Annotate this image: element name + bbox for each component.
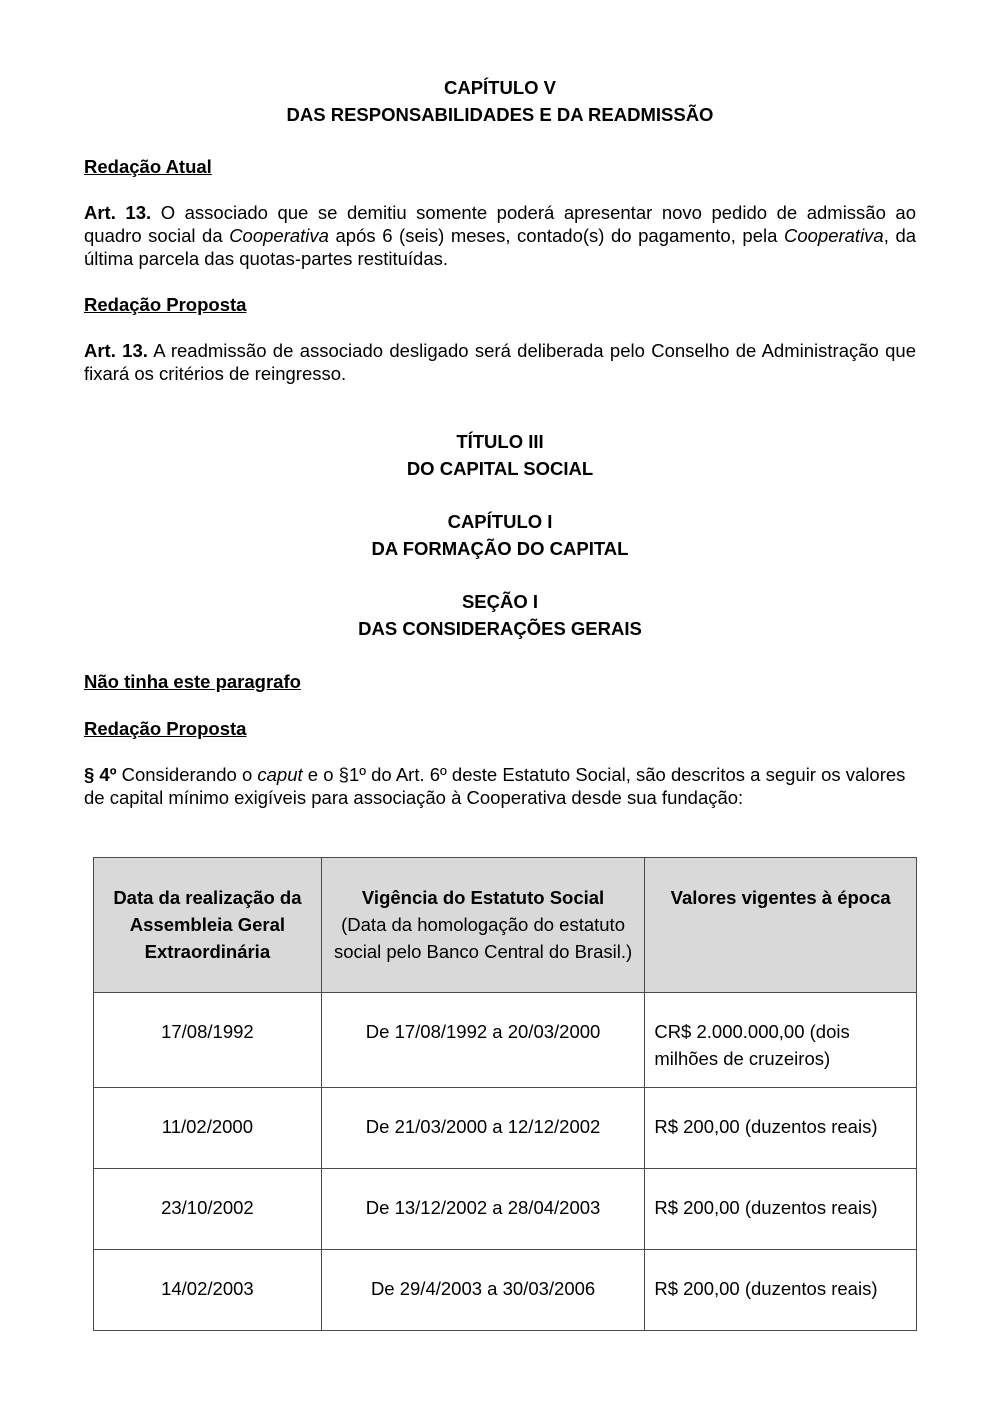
title-iii: TÍTULO III	[456, 431, 544, 452]
proposed-article-13: Art. 13. A readmissão de associado desligado será deliberada pelo Conselho de Administração que fixará os critérios de reingresso.	[84, 340, 916, 384]
section-i-subtitle: DAS CONSIDERAÇÕES GERAIS	[358, 618, 642, 639]
header-statute-validity: Vigência do Estatuto Social (Data da homologação do estatuto social pelo Banco Central do Brasil.)	[321, 858, 645, 993]
cell-validity: De 13/12/2002 a 28/04/2003	[321, 1169, 645, 1250]
article-prefix: Art. 13.	[84, 202, 152, 223]
cell-value: R$ 200,00 (duzentos reais)	[645, 1169, 917, 1250]
article-prefix: Art. 13.	[84, 340, 148, 361]
chapter-v-title: CAPÍTULO V	[443, 77, 557, 98]
capital-values-table	[93, 857, 917, 1331]
cell-validity: De 17/08/1992 a 20/03/2000	[321, 993, 645, 1088]
cell-date: 23/10/2002	[94, 1169, 322, 1250]
cell-validity: De 29/4/2003 a 30/03/2006	[321, 1250, 645, 1331]
cell-value: CR$ 2.000.000,00 (dois milhões de cruzeiros)	[645, 993, 917, 1088]
paragraph-prefix: § 4º	[84, 764, 117, 785]
current-article-13: Art. 13. O associado que se demitiu somente poderá apresentar novo pedido de admissão ao quadro social da Cooperativa após 6 (seis) meses, contado(s) do pagamento, pela Cooperativa, da última parcela das quotas-partes restituídas.	[84, 202, 917, 269]
document-page	[84, 74, 916, 809]
cell-date: 17/08/1992	[94, 993, 322, 1088]
paragraph-4: § 4º Considerando o caput e o §1º do Art. 6º deste Estatuto Social, são descritos a seguir os valores de capital mínimo exigíveis para associação à Cooperativa desde sua fundação:	[84, 764, 906, 808]
table-row	[94, 1088, 917, 1169]
table-header-row	[94, 858, 917, 993]
proposed-wording-label-2: Redação Proposta	[84, 718, 247, 739]
chapter-i-subtitle: DA FORMAÇÃO DO CAPITAL	[371, 538, 629, 559]
table-row	[94, 1250, 917, 1331]
chapter-i-title: CAPÍTULO I	[447, 511, 553, 532]
chapter-v-subtitle: DAS RESPONSABILIDADES E DA READMISSÃO	[286, 104, 714, 125]
cell-value: R$ 200,00 (duzentos reais)	[645, 1250, 917, 1331]
title-iii-subtitle: DO CAPITAL SOCIAL	[406, 458, 594, 479]
cell-date: 14/02/2003	[94, 1250, 322, 1331]
section-i-title: SEÇÃO I	[461, 591, 539, 612]
cell-date: 11/02/2000	[94, 1088, 322, 1169]
cell-value: R$ 200,00 (duzentos reais)	[645, 1088, 917, 1169]
header-values: Valores vigentes à época	[645, 858, 917, 993]
no-paragraph-label: Não tinha este paragrafo	[84, 671, 301, 692]
table-row	[94, 993, 917, 1088]
cell-validity: De 21/03/2000 a 12/12/2002	[321, 1088, 645, 1169]
header-assembly-date: Data da realização da Assembleia Geral Extraordinária	[94, 858, 322, 993]
current-wording-label: Redação Atual	[84, 156, 212, 177]
table-row	[94, 1169, 917, 1250]
proposed-wording-label: Redação Proposta	[84, 294, 247, 315]
